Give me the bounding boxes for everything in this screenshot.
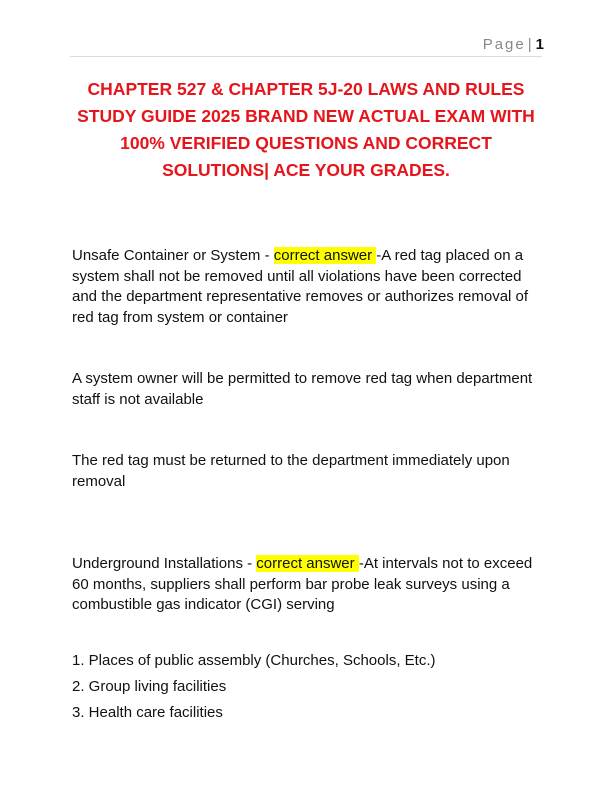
answer-highlight: correct answer (256, 555, 359, 572)
entry-underground-installations (72, 554, 544, 616)
page-number-value: 1 (535, 36, 544, 53)
list-item: 1. Places of public assembly (Churches, Schools, Etc.) (72, 651, 436, 669)
entry-text: -At intervals not to exceed 60 months, suppliers shall perform bar probe leak surveys using a combustible gas indicator (CGI) serving (72, 555, 533, 613)
entry-text: -A red tag placed on a system shall not be removed until all violations have been corrected and the department representative removes or authorizes removal of red tag from system or container (72, 247, 529, 326)
answer-highlight: correct answer (273, 247, 377, 264)
paragraph-red-tag-return: The red tag must be returned to the department immediately upon removal (72, 452, 510, 490)
document-body (72, 246, 544, 729)
page-label: Page (482, 36, 526, 53)
entry-unsafe-container (72, 246, 544, 328)
header-divider (70, 56, 542, 57)
list-item: 2. Group living facilities (72, 677, 227, 695)
page-separator: | (527, 36, 532, 53)
entry-term: Underground Installations - (72, 555, 257, 572)
list-item: 3. Health care facilities (72, 703, 223, 721)
entry-term: Unsafe Container or System - (72, 247, 274, 264)
document-title: CHAPTER 527 & CHAPTER 5J-20 LAWS AND RULES STUDY GUIDE 2025 BRAND NEW ACTUAL EXAM WITH 100% VERIFIED QUESTIONS AND CORRECT SOLUTIONS| ACE YOUR GRADES. (77, 79, 535, 180)
page-number (483, 36, 544, 53)
paragraph-owner-removal: A system owner will be permitted to remove red tag when department staff is not available (72, 370, 533, 408)
